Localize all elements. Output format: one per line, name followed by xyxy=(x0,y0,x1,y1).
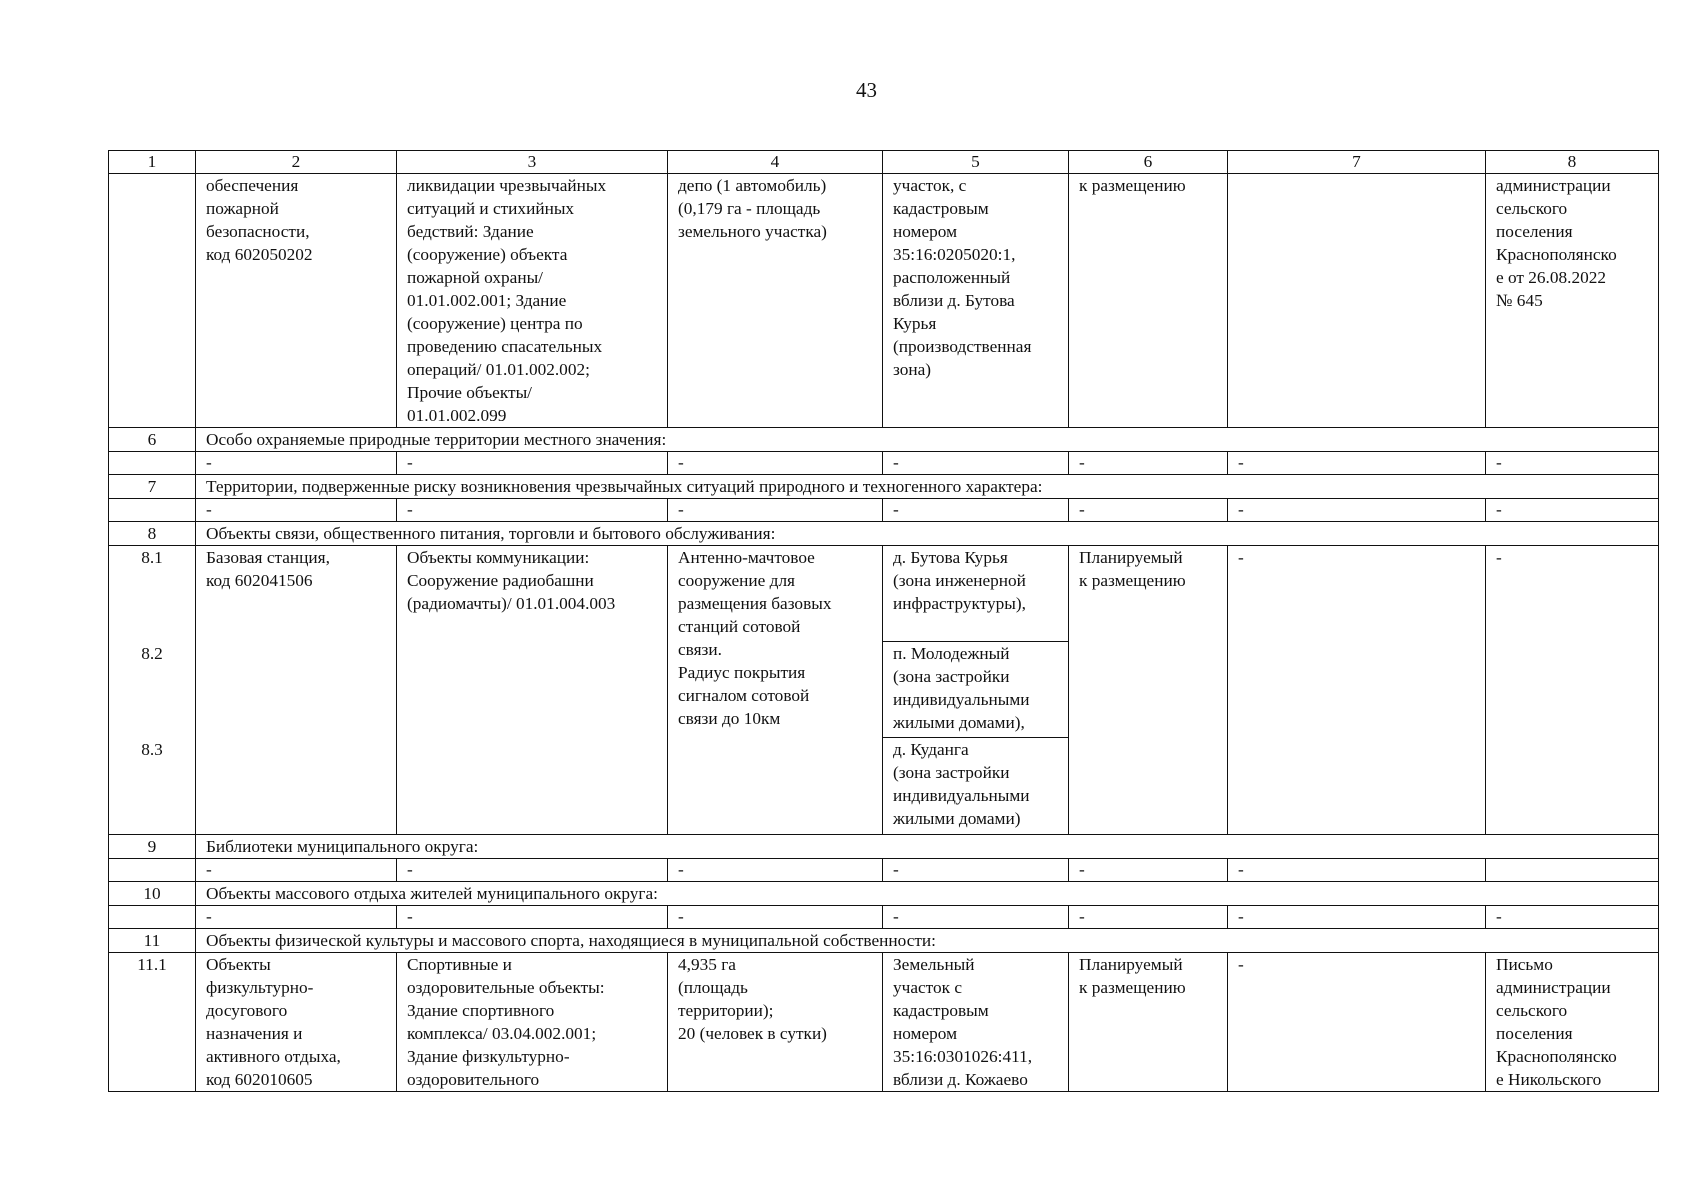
location-entry xyxy=(883,642,1068,738)
empty-cell xyxy=(109,452,196,475)
dash-cell: - xyxy=(668,452,883,475)
dash-cell xyxy=(1486,859,1659,882)
text-line: пожарной xyxy=(206,199,279,218)
empty-row-7 xyxy=(109,499,1659,522)
characteristics-cell xyxy=(668,546,883,835)
dash-cell: - xyxy=(397,499,668,522)
text-line: сигналом сотовой xyxy=(678,686,810,705)
text-line: расположенный xyxy=(893,268,1011,287)
dash-cell: - xyxy=(1228,906,1486,929)
column-number-2: 2 xyxy=(196,151,397,174)
dash-cell: - xyxy=(397,859,668,882)
text-line: Здание спортивного xyxy=(407,1001,555,1020)
text-line: сельского xyxy=(1496,199,1568,218)
text-line: оздоровительного xyxy=(407,1070,540,1089)
column-number-6: 6 xyxy=(1069,151,1228,174)
dash-cell: - xyxy=(883,452,1069,475)
object-name-cell xyxy=(196,174,397,428)
text-line: номером xyxy=(893,1024,958,1043)
section-row-7 xyxy=(109,475,1659,499)
text-line: операций/ 01.01.002.002; xyxy=(407,360,590,379)
characteristics-cell xyxy=(668,174,883,428)
text-line: Спортивные и xyxy=(407,955,512,974)
text-line: администрации xyxy=(1496,176,1611,195)
empty-cell xyxy=(109,499,196,522)
text-line: (зона застройки xyxy=(893,763,1010,782)
empty-cell xyxy=(109,859,196,882)
dash-cell: - xyxy=(1486,499,1659,522)
dash-cell: - xyxy=(1069,859,1228,882)
zones-cell xyxy=(1228,174,1486,428)
dash-cell: - xyxy=(1069,452,1228,475)
planning-table xyxy=(108,150,1659,1092)
text-line: № 645 xyxy=(1496,291,1543,310)
text-line: физкультурно- xyxy=(206,978,314,997)
status-cell xyxy=(1069,546,1228,835)
table-row-continuation xyxy=(109,174,1659,428)
text-line: (зона застройки xyxy=(893,667,1010,686)
dash-cell: - xyxy=(668,499,883,522)
dash-cell: - xyxy=(196,452,397,475)
row-number-cell: 11.1 xyxy=(109,953,196,1092)
basis-cell xyxy=(1486,953,1659,1092)
text-line: кадастровым xyxy=(893,1001,989,1020)
location-cell xyxy=(883,174,1069,428)
text-line: администрации xyxy=(1496,978,1611,997)
dash-cell: - xyxy=(397,452,668,475)
section-title: Объекты физической культуры и массового спорта, находящиеся в муниципальной собственности: xyxy=(196,929,1659,953)
location-cell xyxy=(883,546,1069,835)
dash-cell: - xyxy=(397,906,668,929)
section-number: 9 xyxy=(109,835,196,859)
text-line: 01.01.002.099 xyxy=(407,406,507,425)
dash-cell: - xyxy=(883,499,1069,522)
section-title: Объекты массового отдыха жителей муниципального округа: xyxy=(196,882,1659,906)
section-number: 6 xyxy=(109,428,196,452)
column-number-3: 3 xyxy=(397,151,668,174)
object-type-cell xyxy=(397,546,668,835)
text-line: территории); xyxy=(678,1001,774,1020)
section-row-11 xyxy=(109,929,1659,953)
text-line: досугового xyxy=(206,1001,288,1020)
text-line: связи до 10км xyxy=(678,709,781,728)
text-line: Антенно-мачтовое xyxy=(678,548,815,567)
empty-row-6 xyxy=(109,452,1659,475)
text-line: (радиомачты)/ 01.01.004.003 xyxy=(407,594,616,613)
dash-cell: - xyxy=(883,859,1069,882)
dash-cell: - xyxy=(196,859,397,882)
text-line: д. Куданга xyxy=(893,740,969,759)
column-number-5: 5 xyxy=(883,151,1069,174)
text-line: Объекты коммуникации: xyxy=(407,548,590,567)
dash-cell: - xyxy=(1228,452,1486,475)
text-line: 35:16:0301026:411, xyxy=(893,1047,1033,1066)
text-line: (0,179 га - площадь xyxy=(678,199,821,218)
column-number-8: 8 xyxy=(1486,151,1659,174)
dash-cell: - xyxy=(1228,499,1486,522)
text-line: Краснополянско xyxy=(1496,245,1617,264)
dash-cell: - xyxy=(1486,452,1659,475)
dash-cell: - xyxy=(1228,859,1486,882)
text-line: проведению спасательных xyxy=(407,337,603,356)
location-entry xyxy=(883,546,1068,642)
text-line: Базовая станция, xyxy=(206,548,330,567)
text-line: (сооружение) объекта xyxy=(407,245,568,264)
text-line: безопасности, xyxy=(206,222,310,241)
text-line: зона) xyxy=(893,360,932,379)
basis-cell xyxy=(1486,174,1659,428)
text-line: к размещению xyxy=(1079,571,1186,590)
text-line: (зона инженерной xyxy=(893,571,1026,590)
text-line: (производственная xyxy=(893,337,1032,356)
column-number-1: 1 xyxy=(109,151,196,174)
text-line: вблизи д. Кожаево xyxy=(893,1070,1028,1089)
section-row-6 xyxy=(109,428,1659,452)
dash-cell: - xyxy=(1069,906,1228,929)
section-title: Объекты связи, общественного питания, торговли и бытового обслуживания: xyxy=(196,522,1659,546)
text-line: комплекса/ 03.04.002.001; xyxy=(407,1024,597,1043)
dash-cell: - xyxy=(668,859,883,882)
text-line: Письмо xyxy=(1496,955,1553,974)
text-line: активного отдыха, xyxy=(206,1047,341,1066)
dash-cell: - xyxy=(1069,499,1228,522)
object-name-cell xyxy=(196,546,397,835)
row-number: 8.2 xyxy=(141,644,163,663)
text-line: обеспечения xyxy=(206,176,299,195)
dash-cell: - xyxy=(196,499,397,522)
text-line: бедствий: Здание xyxy=(407,222,534,241)
section-number: 7 xyxy=(109,475,196,499)
text-line: Прочие объекты/ xyxy=(407,383,532,402)
text-line: земельного участка) xyxy=(678,222,827,241)
dash-cell: - xyxy=(196,906,397,929)
section-row-10 xyxy=(109,882,1659,906)
empty-row-9 xyxy=(109,859,1659,882)
text-line: д. Бутова Курья xyxy=(893,548,1008,567)
empty-cell xyxy=(109,906,196,929)
object-name-cell xyxy=(196,953,397,1092)
text-line: Курья xyxy=(893,314,937,333)
text-line: Объекты xyxy=(206,955,271,974)
section-number: 10 xyxy=(109,882,196,906)
text-line: вблизи д. Бутова xyxy=(893,291,1015,310)
page-number: 43 xyxy=(856,78,877,102)
text-line: станций сотовой xyxy=(678,617,801,636)
object-type-cell xyxy=(397,174,668,428)
text-line: (сооружение) центра по xyxy=(407,314,583,333)
text-line: Планируемый xyxy=(1079,548,1183,567)
text-line: пожарной охраны/ xyxy=(407,268,543,287)
text-line: код 602050202 xyxy=(206,245,313,264)
text-line: е Никольского xyxy=(1496,1070,1602,1089)
section-number: 8 xyxy=(109,522,196,546)
text-line: Сооружение радиобашни xyxy=(407,571,594,590)
text-line: сельского xyxy=(1496,1001,1568,1020)
row-number-cell xyxy=(109,546,196,835)
table-row-11-1 xyxy=(109,953,1659,1092)
table-header-row xyxy=(109,151,1659,174)
text-line: назначения и xyxy=(206,1024,303,1043)
text-line: жилыми домами), xyxy=(893,713,1025,732)
text-line: п. Молодежный xyxy=(893,644,1010,663)
text-line: Радиус покрытия xyxy=(678,663,806,682)
text-line: Планируемый xyxy=(1079,955,1183,974)
text-line: е от 26.08.2022 xyxy=(1496,268,1607,287)
row-number: 8.3 xyxy=(141,740,163,759)
text-line: участок, с xyxy=(893,176,967,195)
text-line: сооружение для xyxy=(678,571,796,590)
row-number-cell xyxy=(109,174,196,428)
section-title: Особо охраняемые природные территории местного значения: xyxy=(196,428,1659,452)
location-cell xyxy=(883,953,1069,1092)
section-number: 11 xyxy=(109,929,196,953)
text-line: участок с xyxy=(893,978,963,997)
location-entry xyxy=(883,738,1068,834)
status-cell xyxy=(1069,953,1228,1092)
text-line: к размещению xyxy=(1079,978,1186,997)
text-line: поселения xyxy=(1496,1024,1573,1043)
text-line: поселения xyxy=(1496,222,1573,241)
text-line: 4,935 га xyxy=(678,955,736,974)
section-title: Библиотеки муниципального округа: xyxy=(196,835,1659,859)
text-line: кадастровым xyxy=(893,199,989,218)
text-line: инфраструктуры), xyxy=(893,594,1026,613)
column-number-4: 4 xyxy=(668,151,883,174)
section-row-9 xyxy=(109,835,1659,859)
text-line: индивидуальными xyxy=(893,690,1030,709)
zones-cell: - xyxy=(1228,953,1486,1092)
section-row-8 xyxy=(109,522,1659,546)
object-type-cell xyxy=(397,953,668,1092)
dash-cell: - xyxy=(668,906,883,929)
text-line: размещения базовых xyxy=(678,594,832,613)
text-line: ликвидации чрезвычайных xyxy=(407,176,607,195)
dash-cell: - xyxy=(883,906,1069,929)
text-line: оздоровительные объекты: xyxy=(407,978,605,997)
text-line: (площадь xyxy=(678,978,748,997)
text-line: депо (1 автомобиль) xyxy=(678,176,827,195)
text-line: Краснополянско xyxy=(1496,1047,1617,1066)
text-line: код 602010605 xyxy=(206,1070,313,1089)
basis-cell: - xyxy=(1486,546,1659,835)
text-line: 35:16:0205020:1, xyxy=(893,245,1016,264)
text-line: связи. xyxy=(678,640,722,659)
text-line: 01.01.002.001; Здание xyxy=(407,291,567,310)
status-cell xyxy=(1069,174,1228,428)
text-line: Здание физкультурно- xyxy=(407,1047,570,1066)
dash-cell: - xyxy=(1486,906,1659,929)
text-line: номером xyxy=(893,222,958,241)
section-title: Территории, подверженные риску возникновения чрезвычайных ситуаций природного и техногенного характера: xyxy=(196,475,1659,499)
text-line: ситуаций и стихийных xyxy=(407,199,575,218)
row-number: 8.1 xyxy=(141,548,163,567)
text-line: индивидуальными xyxy=(893,786,1030,805)
table-row-8 xyxy=(109,546,1659,835)
zones-cell: - xyxy=(1228,546,1486,835)
text-line: 20 (человек в сутки) xyxy=(678,1024,827,1043)
text-line: Земельный xyxy=(893,955,975,974)
column-number-7: 7 xyxy=(1228,151,1486,174)
text-line: к размещению xyxy=(1079,176,1186,195)
text-line: жилыми домами) xyxy=(893,809,1021,828)
characteristics-cell xyxy=(668,953,883,1092)
empty-row-10 xyxy=(109,906,1659,929)
text-line: код 602041506 xyxy=(206,571,313,590)
